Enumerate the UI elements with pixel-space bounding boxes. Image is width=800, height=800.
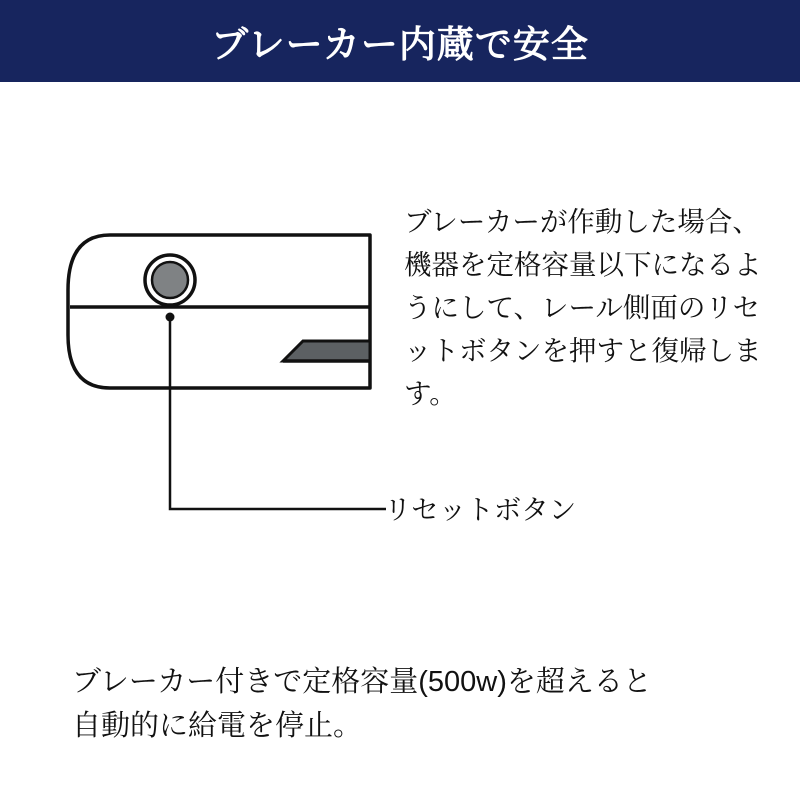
caption-line-1: ブレーカー付きで定格容量(500w)を超えると	[72, 666, 652, 698]
power-strip-body	[68, 235, 370, 388]
page-title: ブレーカー内蔵で安全	[211, 24, 589, 65]
reset-button	[145, 255, 195, 305]
callout-reset-button-label: リセットボタン	[384, 494, 577, 525]
description-text: ブレーカーが作動した場合、機器を定格容量以下になるようにして、レール側面のリセットボタンを押すと復帰します。	[404, 206, 762, 409]
caption-line-2: 自動的に給電を停止。	[72, 710, 363, 742]
bottom-caption	[72, 660, 772, 748]
illustration-power-strip	[40, 195, 400, 545]
